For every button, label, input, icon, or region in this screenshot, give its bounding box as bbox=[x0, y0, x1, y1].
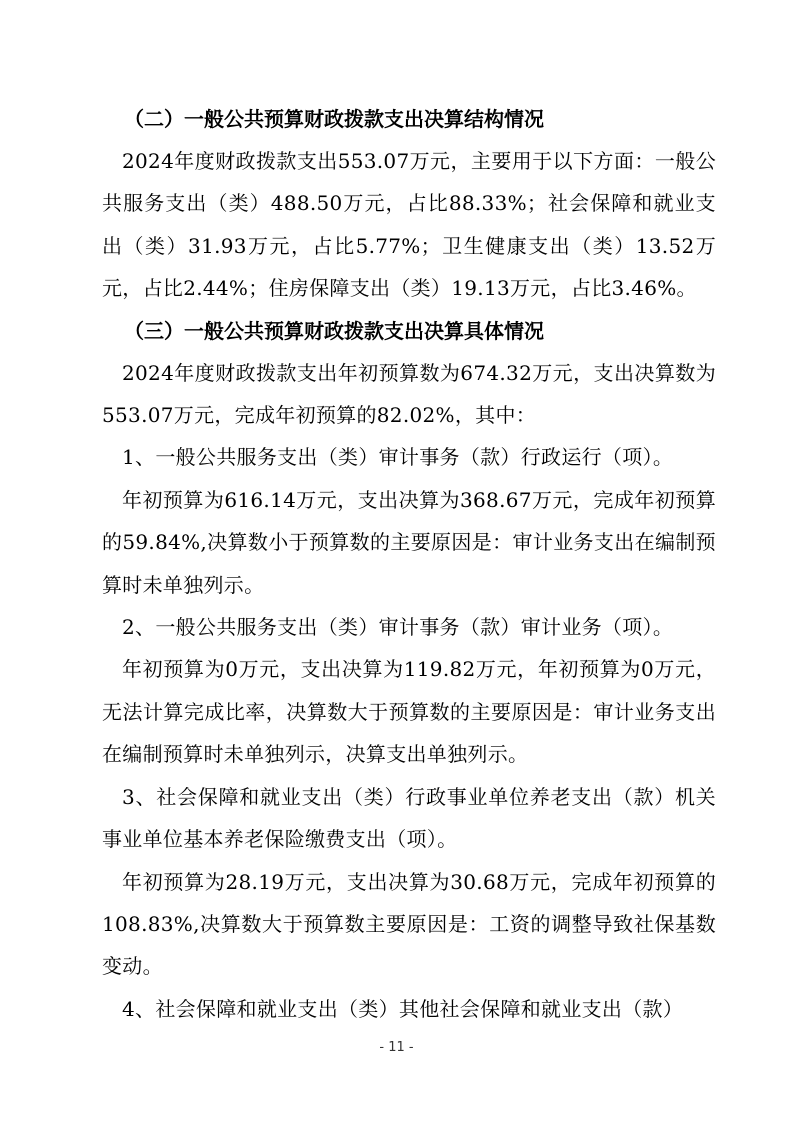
page-number: - 11 - bbox=[379, 1040, 414, 1055]
section-heading-expenditure-details: （三）一般公共预算财政拨款支出决算具体情况 bbox=[124, 318, 544, 343]
item-3-title: 3、社会保障和就业支出（类）行政事业单位养老支出（款）机关事业单位基本养老保险缴费支出（项）。 bbox=[102, 784, 716, 852]
paragraph-expenditure-structure: 2024年度财政拨款支出553.07万元，主要用于以下方面：一般公共服务支出（类）488.50万元，占比88.33%；社会保障和就业支出（类）31.93万元，占比5.77%；卫生健康支出（类）13.52万元，占比2.44%；住房保障支出（类）19.13万元，占比3.46%。 bbox=[102, 149, 716, 301]
item-4-title: 4、社会保障和就业支出（类）其他社会保障和就业支出（款） bbox=[122, 996, 684, 1021]
item-2-body: 年初预算为0万元，支出决算为119.82万元，年初预算为0万元，无法计算完成比率，决算数大于预算数的主要原因是：审计业务支出在编制预算时未单独列示，决算支出单独列示。 bbox=[102, 657, 716, 767]
section-heading-expenditure-structure: （二）一般公共预算财政拨款支出决算结构情况 bbox=[124, 107, 544, 131]
paragraph-expenditure-summary: 2024年度财政拨款支出年初预算数为674.32万元，支出决算数为553.07万元，完成年初预算的82.02%，其中： bbox=[102, 360, 716, 428]
item-1-body: 年初预算为616.14万元，支出决算为368.67万元，完成年初预算的59.84%,决算数小于预算数的主要原因是：审计业务支出在编制预算时未单独列示。 bbox=[102, 487, 716, 597]
item-2-title: 2、一般公共服务支出（类）审计事务（款）审计业务（项）。 bbox=[122, 615, 674, 640]
item-1-title: 1、一般公共服务支出（类）审计事务（款）行政运行（项）。 bbox=[122, 445, 674, 470]
document-body bbox=[102, 98, 716, 1030]
item-3-body: 年初预算为28.19万元，支出决算为30.68万元，完成年初预算的108.83%,决算数大于预算数主要原因是：工资的调整导致社保基数变动。 bbox=[102, 869, 716, 979]
